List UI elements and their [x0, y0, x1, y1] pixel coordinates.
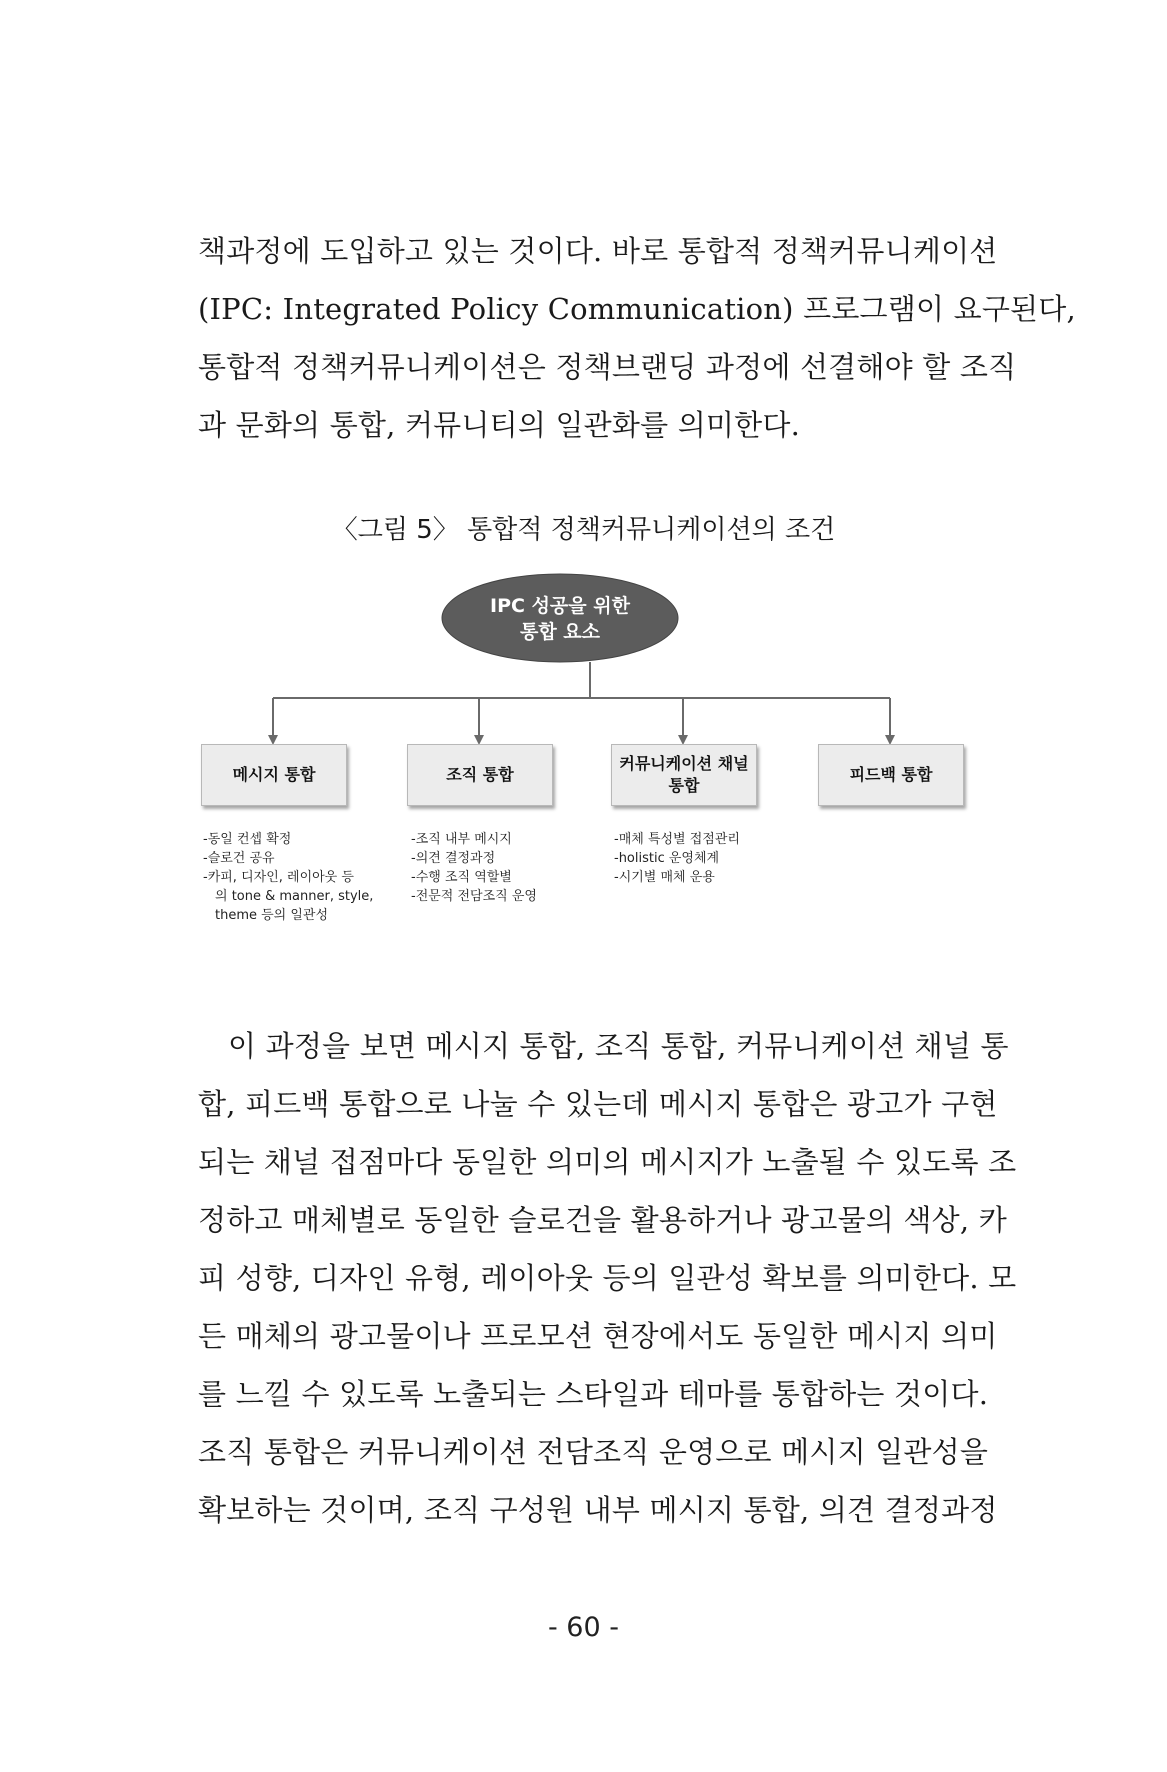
feedback-integration-box	[818, 744, 964, 806]
text-line: 과 문화의 통합, 커뮤니티의 일관화를 의미한다.	[198, 408, 800, 442]
message-integration-items	[203, 830, 373, 925]
text-line: 확보하는 것이며, 조직 구성원 내부 메시지 통합, 의견 결정과정	[198, 1493, 998, 1527]
list-item: -시기별 매체 운용	[614, 870, 715, 885]
box-label: 피드백 통합	[849, 765, 933, 784]
list-item: -매체 특성별 접점관리	[614, 832, 740, 847]
list-item: theme 등의 일관성	[215, 908, 329, 923]
text-line: 조직 통합은 커뮤니케이션 전담조직 운영으로 메시지 일관성을	[198, 1435, 989, 1469]
box-label-line: 커뮤니케이션 채널	[619, 754, 749, 773]
root-label-line: IPC 성공을 위한	[490, 595, 630, 617]
text-line: 통합적 정책커뮤니케이션은 정책브랜딩 과정에 선결해야 할 조직	[198, 350, 1017, 384]
list-item: -holistic 운영체계	[614, 851, 720, 866]
body-paragraph	[198, 1017, 1017, 1539]
box-label: 조직 통합	[446, 765, 514, 784]
text-line: 되는 채널 접점마다 동일한 의미의 메시지가 노출될 수 있도록 조	[198, 1145, 1017, 1179]
text-line: (IPC: Integrated Policy Communication) 프로그램이 요구된다,	[198, 292, 1076, 326]
organization-integration-items	[411, 830, 537, 906]
text-line: 이 과정을 보면 메시지 통합, 조직 통합, 커뮤니케이션 채널 통	[228, 1029, 1009, 1063]
text-line: 정하고 매체별로 동일한 슬로건을 활용하거나 광고물의 색상, 카	[198, 1203, 1007, 1237]
message-integration-box	[201, 744, 347, 806]
list-item: -조직 내부 메시지	[411, 832, 512, 847]
list-item: -수행 조직 역할별	[411, 870, 512, 885]
figure-caption: 〈그림 5〉 통합적 정책커뮤니케이션의 조건	[331, 515, 836, 545]
list-item: 의 tone & manner, style,	[215, 889, 374, 904]
box-label	[619, 753, 748, 797]
channel-integration-items	[614, 830, 740, 887]
list-item: -슬로건 공유	[203, 851, 275, 866]
organization-integration-box	[407, 744, 553, 806]
list-item: -카피, 디자인, 레이아웃 등	[203, 870, 354, 885]
list-item: -의견 결정과정	[411, 851, 496, 866]
text-line: 를 느낄 수 있도록 노출되는 스타일과 테마를 통합하는 것이다.	[198, 1377, 989, 1411]
page-number: - 60 -	[547, 1612, 619, 1643]
root-label-line: 통합 요소	[519, 621, 601, 643]
list-item: -동일 컨셉 확정	[203, 832, 292, 847]
text-line: 피 성향, 디자인 유형, 레이아웃 등의 일관성 확보를 의미한다. 모	[198, 1261, 1017, 1295]
list-item: -전문적 전담조직 운영	[411, 889, 537, 904]
channel-integration-box	[611, 744, 757, 806]
root-label	[470, 584, 650, 654]
text-line: 든 매체의 광고물이나 프로모션 현장에서도 동일한 메시지 의미	[198, 1319, 998, 1353]
body-paragraph	[198, 222, 1076, 454]
box-label: 메시지 통합	[232, 765, 316, 784]
ipc-integration-diagram	[190, 568, 990, 940]
text-line: 책과정에 도입하고 있는 것이다. 바로 통합적 정책커뮤니케이션	[198, 234, 998, 268]
box-label-line: 통합	[668, 776, 700, 795]
text-line: 합, 피드백 통합으로 나눌 수 있는데 메시지 통합은 광고가 구현	[198, 1087, 998, 1121]
